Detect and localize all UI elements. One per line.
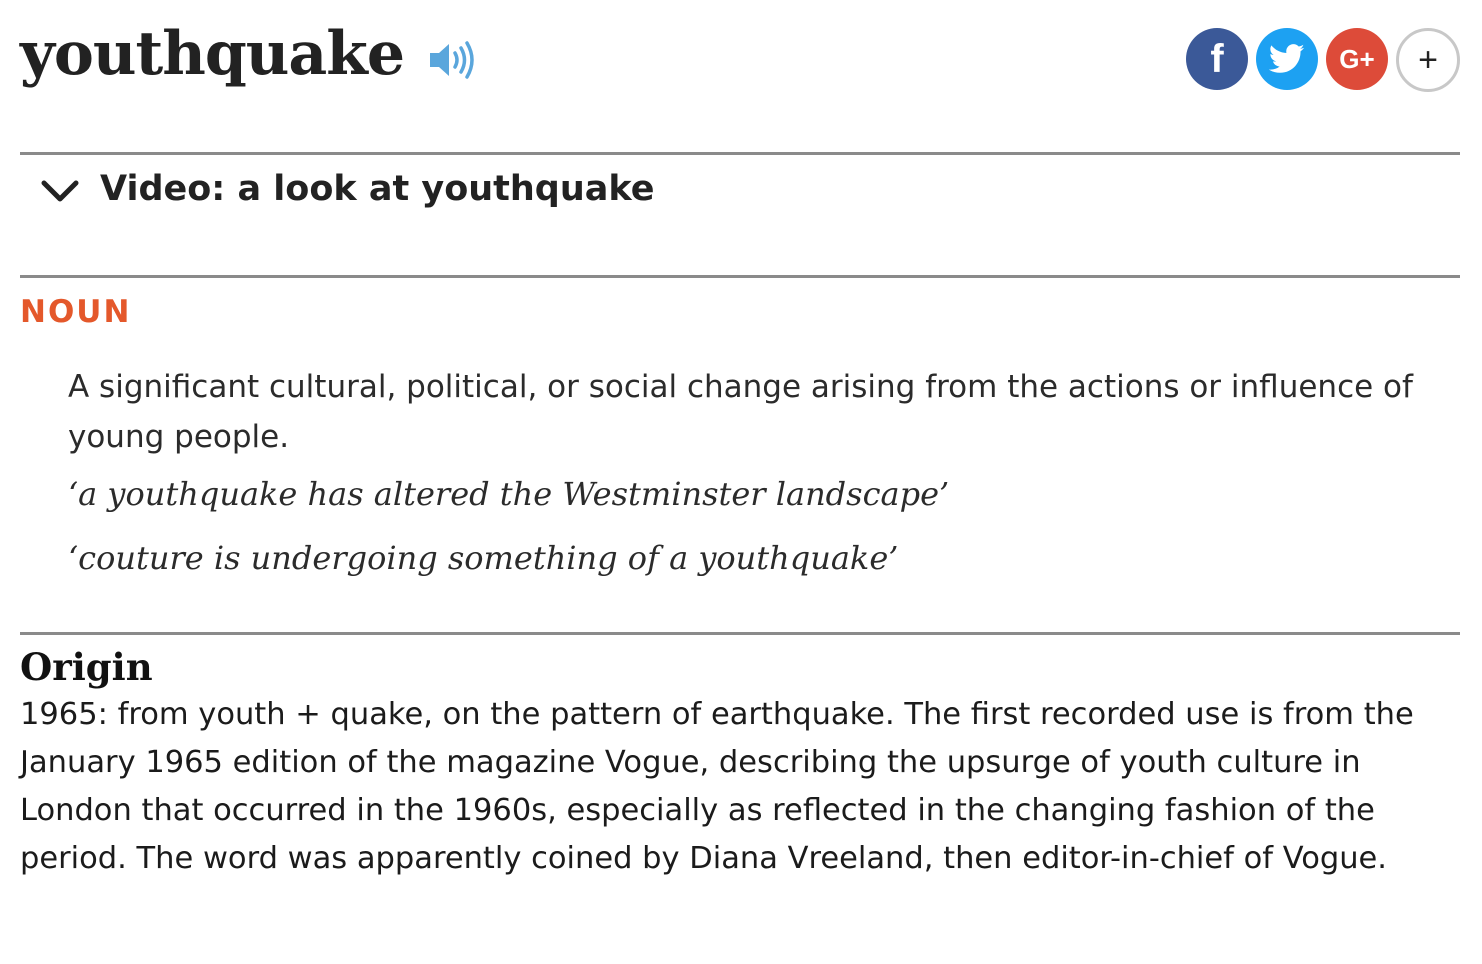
facebook-share-button[interactable]	[1186, 28, 1248, 90]
speaker-icon	[426, 38, 478, 82]
chevron-down-icon	[40, 175, 80, 205]
video-section-toggle[interactable]	[20, 155, 1460, 275]
headword: youthquake	[20, 19, 405, 89]
google-plus-share-button[interactable]	[1326, 28, 1388, 90]
video-section-title: Video: a look at youthquake	[100, 169, 655, 209]
pronunciation-audio-button[interactable]	[426, 38, 478, 82]
example-sentence: ‘a youthquake has altered the Westminster landscape’	[68, 475, 950, 513]
twitter-bird-icon	[1269, 44, 1305, 74]
sense	[68, 362, 1448, 580]
origin-text: 1965: from youth + quake, on the pattern of earthquake. The first recorded use is from the January 1965 edition of the magazine Vogue, describing the upsurge of youth culture in London that occurred in the 1960s, especially as reflected in the changing fashion of the period. The word was apparently coined by Diana Vreeland, then editor-in-chief of Vogue.	[20, 697, 1414, 876]
origin-heading: Origin	[20, 645, 153, 689]
twitter-share-button[interactable]	[1256, 28, 1318, 90]
divider	[20, 275, 1460, 278]
more-share-button[interactable]	[1396, 28, 1460, 92]
entry-header	[20, 0, 1460, 152]
definition: A significant cultural, political, or social change arising from the actions or influence of young people.	[68, 369, 1413, 455]
example-sentence: ‘couture is undergoing something of a youthquake’	[68, 539, 899, 577]
share-buttons	[1186, 28, 1460, 92]
dictionary-entry	[20, 0, 1460, 883]
google-plus-icon: G+	[1339, 43, 1375, 74]
part-of-speech: NOUN	[20, 294, 132, 330]
plus-icon: +	[1418, 40, 1438, 79]
facebook-icon: f	[1210, 36, 1224, 81]
divider	[20, 632, 1460, 635]
